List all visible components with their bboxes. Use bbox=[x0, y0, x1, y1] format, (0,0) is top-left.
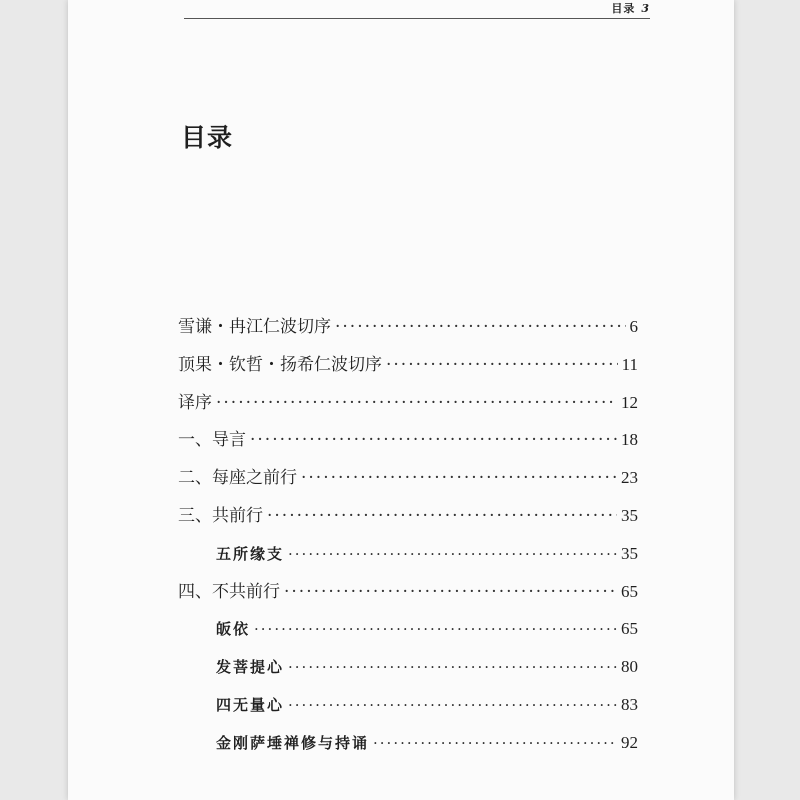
toc-entry-page: 35 bbox=[621, 543, 638, 563]
dot-leader bbox=[288, 687, 617, 725]
toc-entry-page: 12 bbox=[621, 392, 638, 412]
toc-entry-page: 65 bbox=[621, 619, 638, 639]
toc-entry-page: 35 bbox=[621, 505, 638, 525]
dot-leader bbox=[254, 611, 617, 649]
dot-leader bbox=[216, 385, 617, 423]
toc-entry bbox=[178, 573, 638, 611]
toc-entry bbox=[178, 459, 638, 497]
toc-entry bbox=[178, 497, 638, 535]
dot-leader bbox=[335, 309, 626, 347]
toc-entry bbox=[178, 648, 638, 686]
header-section: 目录 bbox=[611, 2, 636, 15]
toc-entry-page: 11 bbox=[621, 354, 638, 374]
toc-entry-label: 三、共前行 bbox=[178, 505, 263, 526]
toc-entry-label: 五所缘支 bbox=[216, 544, 285, 563]
toc-entry-label: 金刚萨埵禅修与持诵 bbox=[216, 733, 370, 752]
table-of-contents bbox=[178, 308, 638, 762]
toc-entry-page: 83 bbox=[621, 694, 638, 714]
toc-entry bbox=[178, 421, 638, 459]
toc-entry-label: 发菩提心 bbox=[216, 658, 285, 677]
dot-leader bbox=[250, 422, 617, 460]
dot-leader bbox=[288, 536, 617, 574]
dot-leader bbox=[267, 498, 617, 536]
dot-leader bbox=[301, 460, 617, 498]
toc-entry-page: 65 bbox=[621, 581, 638, 601]
toc-entry-page: 23 bbox=[621, 468, 638, 488]
toc-entry-page: 80 bbox=[621, 657, 638, 677]
toc-entry-label: 四无量心 bbox=[216, 695, 285, 714]
toc-entry-label: 顶果・钦哲・扬希仁波切序 bbox=[178, 354, 382, 375]
toc-entry-label: 皈依 bbox=[216, 620, 251, 639]
running-header bbox=[184, 2, 650, 19]
toc-entry-page: 18 bbox=[621, 430, 638, 450]
toc-entry bbox=[178, 724, 638, 762]
toc-entry bbox=[178, 384, 638, 422]
toc-entry bbox=[178, 610, 638, 648]
toc-entry-label: 一、导言 bbox=[178, 430, 246, 451]
book-page bbox=[68, 0, 734, 800]
dot-leader bbox=[386, 347, 618, 385]
toc-entry-label: 四、不共前行 bbox=[178, 581, 280, 602]
toc-entry bbox=[178, 686, 638, 724]
header-page-number: 3 bbox=[641, 2, 650, 15]
toc-entry bbox=[178, 346, 638, 384]
dot-leader bbox=[288, 649, 617, 687]
toc-entry-page: 6 bbox=[629, 317, 638, 336]
toc-entry bbox=[178, 308, 638, 346]
toc-entry bbox=[178, 535, 638, 573]
toc-entry-label: 二、每座之前行 bbox=[178, 468, 297, 489]
toc-entry-label: 译序 bbox=[178, 392, 212, 413]
toc-entry-page: 92 bbox=[621, 732, 638, 752]
dot-leader bbox=[373, 725, 617, 763]
toc-entry-label: 雪谦・冉江仁波切序 bbox=[178, 317, 331, 337]
page-title: 目录 bbox=[181, 123, 234, 152]
dot-leader bbox=[284, 574, 617, 612]
